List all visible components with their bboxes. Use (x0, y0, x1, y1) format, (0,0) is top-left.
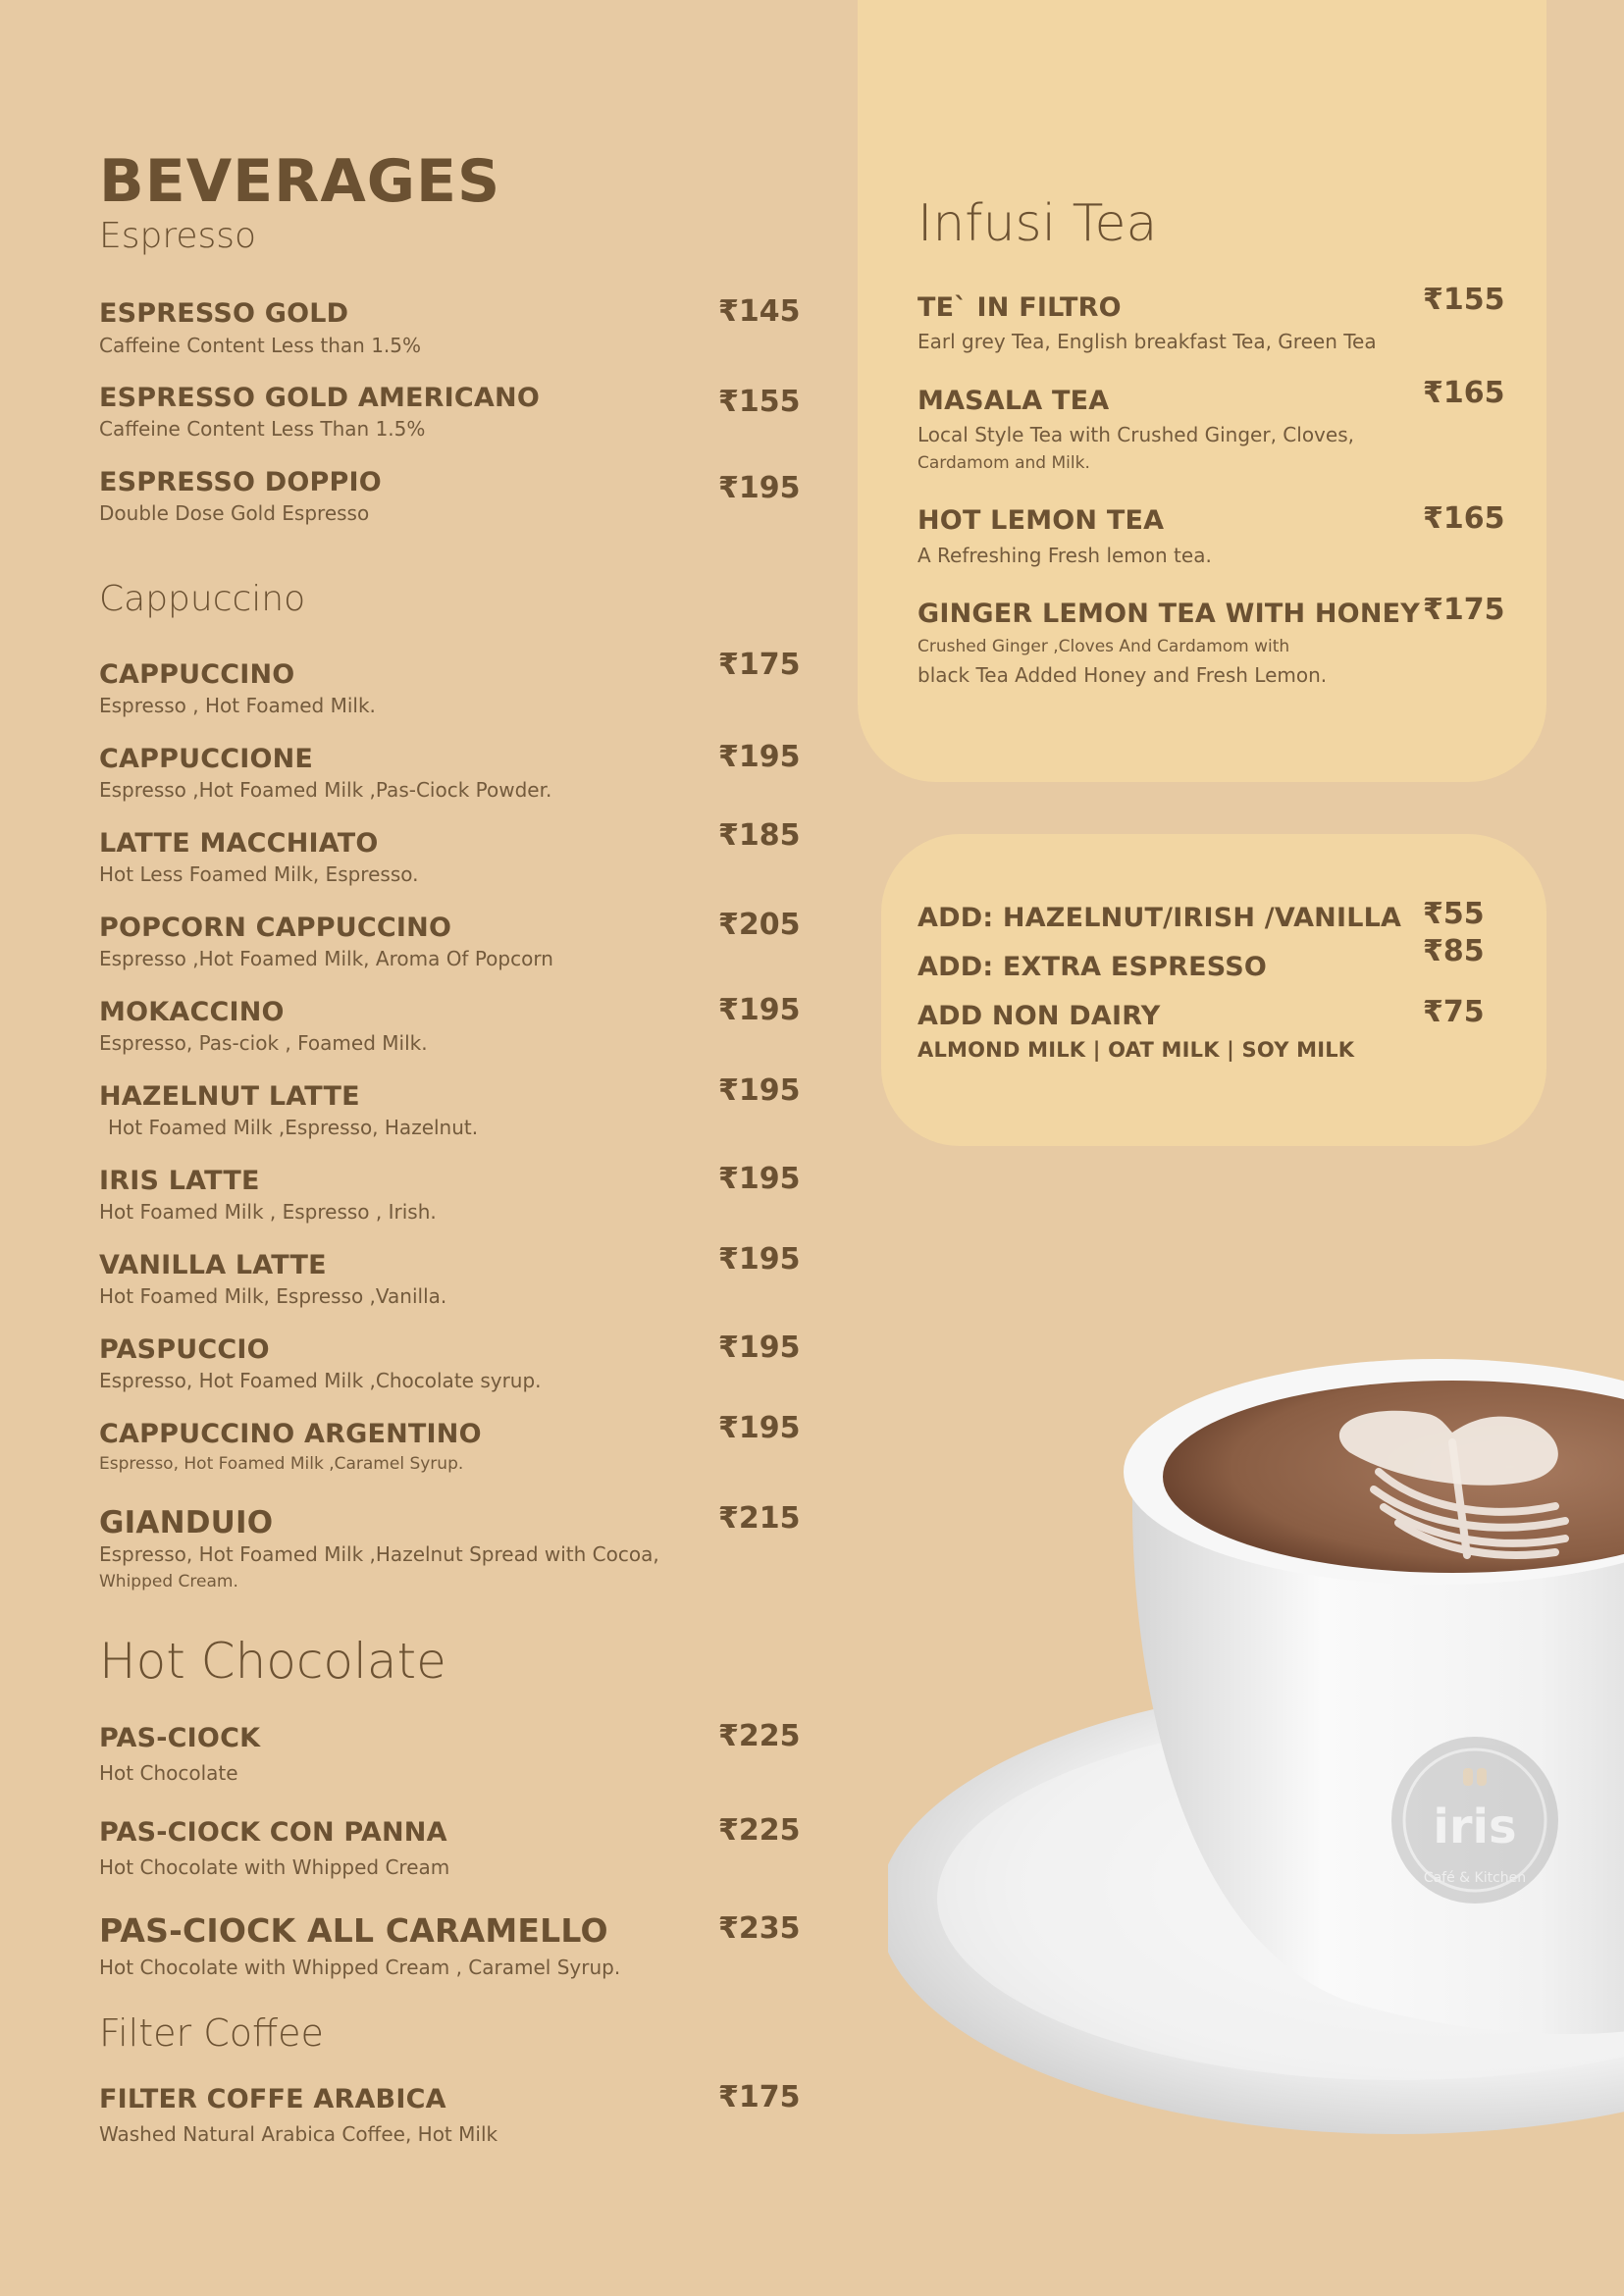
menu-item-description: Earl grey Tea, English breakfast Tea, Green Tea (917, 330, 1377, 353)
menu-item-description: Espresso , Hot Foamed Milk. (99, 694, 376, 717)
menu-item-description: Double Dose Gold Espresso (99, 501, 370, 525)
addon-note: ALMOND MILK | OAT MILK | SOY MILK (917, 1038, 1355, 1062)
menu-item-description-line2: black Tea Added Honey and Fresh Lemon. (917, 663, 1328, 687)
menu-item-price: ₹195 (718, 1162, 801, 1196)
menu-item-price: ₹145 (718, 294, 801, 329)
menu-item-price: ₹195 (718, 1331, 801, 1365)
menu-item-price: ₹165 (1423, 376, 1505, 410)
menu-item-price: ₹175 (718, 2080, 801, 2114)
addons-panel (881, 834, 1546, 1146)
menu-item-description: Espresso ,Hot Foamed Milk, Aroma Of Popcorn (99, 947, 553, 970)
menu-item-name: ESPRESSO GOLD (99, 298, 349, 329)
menu-item-price: ₹215 (718, 1501, 801, 1536)
menu-item-name: CAPPUCCINO ARGENTINO (99, 1419, 482, 1449)
section-heading-filter-coffee: Filter Coffee (99, 2011, 324, 2055)
menu-item-name: PASPUCCIO (99, 1334, 270, 1365)
menu-item-price: ₹195 (718, 1411, 801, 1445)
menu-item-price: ₹195 (718, 1242, 801, 1277)
menu-item-description: Espresso, Hot Foamed Milk ,Hazelnut Spread with Cocoa, (99, 1542, 659, 1566)
section-heading-infusi-tea: Infusi Tea (917, 194, 1158, 253)
menu-item-description: Espresso, Pas-ciok , Foamed Milk. (99, 1031, 428, 1055)
iris-logo-watermark (1391, 1737, 1558, 1904)
menu-item-name: VANILLA LATTE (99, 1250, 327, 1280)
menu-item-description: Washed Natural Arabica Coffee, Hot Milk (99, 2122, 498, 2146)
menu-item-price: ₹155 (1423, 283, 1505, 317)
addon-name: ADD: HAZELNUT/IRISH /VANILLA (917, 903, 1402, 933)
menu-item-price: ₹175 (718, 648, 801, 682)
addon-price: ₹75 (1423, 995, 1485, 1029)
menu-title: BEVERAGES (99, 147, 501, 216)
menu-item-description: Caffeine Content Less than 1.5% (99, 334, 422, 357)
svg-text:Café & Kitchen: Café & Kitchen (1423, 1870, 1527, 1886)
coffee-cup-image (888, 1334, 1624, 2198)
menu-item-description: Hot Foamed Milk , Espresso , Irish. (99, 1200, 437, 1224)
menu-item-name: MOKACCINO (99, 997, 285, 1027)
menu-item-name: ESPRESSO DOPPIO (99, 467, 382, 497)
menu-item-price: ₹195 (718, 1073, 801, 1108)
menu-item-description: Espresso, Hot Foamed Milk ,Caramel Syrup. (99, 1454, 464, 1474)
menu-item-description: Espresso ,Hot Foamed Milk ,Pas-Ciock Powder. (99, 778, 552, 802)
menu-item-price: ₹165 (1423, 501, 1505, 536)
addon-price: ₹55 (1423, 897, 1485, 931)
menu-item-name: FILTER COFFE ARABICA (99, 2084, 446, 2114)
menu-item-name: PAS-CIOCK CON PANNA (99, 1817, 447, 1848)
menu-item-description: Hot Chocolate (99, 1761, 238, 1785)
menu-item-name: MASALA TEA (917, 386, 1110, 416)
menu-item-description: Hot Chocolate with Whipped Cream , Caramel Syrup. (99, 1956, 621, 1979)
menu-item-price: ₹155 (718, 385, 801, 419)
menu-item-description: Local Style Tea with Crushed Ginger, Cloves, (917, 423, 1354, 446)
menu-item-description: Hot Foamed Milk ,Espresso, Hazelnut. (108, 1116, 479, 1139)
menu-item-description: Hot Less Foamed Milk, Espresso. (99, 862, 419, 886)
menu-item-name: PAS-CIOCK (99, 1723, 261, 1753)
menu-item-description-line2: Whipped Cream. (99, 1572, 238, 1592)
menu-item-description: Crushed Ginger ,Cloves And Cardamom with (917, 637, 1290, 656)
menu-item-name: PAS-CIOCK ALL CARAMELLO (99, 1911, 608, 1950)
menu-item-description: Hot Foamed Milk, Espresso ,Vanilla. (99, 1284, 447, 1308)
menu-item-name: HAZELNUT LATTE (99, 1081, 360, 1112)
menu-item-price: ₹225 (718, 1719, 801, 1753)
menu-item-name: POPCORN CAPPUCCINO (99, 913, 452, 943)
addon-name: ADD: EXTRA ESPRESSO (917, 952, 1268, 982)
menu-item-price: ₹205 (718, 908, 801, 942)
menu-item-name: LATTE MACCHIATO (99, 828, 379, 859)
menu-item-name: ESPRESSO GOLD AMERICANO (99, 383, 540, 413)
menu-item-name: HOT LEMON TEA (917, 505, 1165, 536)
addon-name: ADD NON DAIRY (917, 1001, 1161, 1031)
menu-item-description-line2: Cardamom and Milk. (917, 453, 1090, 473)
menu-item-description: Caffeine Content Less Than 1.5% (99, 417, 426, 441)
menu-item-price: ₹175 (1423, 593, 1505, 627)
addon-price: ₹85 (1423, 934, 1485, 968)
menu-item-description: Hot Chocolate with Whipped Cream (99, 1855, 450, 1879)
menu-item-description: Espresso, Hot Foamed Milk ,Chocolate syrup. (99, 1369, 542, 1392)
menu-item-price: ₹225 (718, 1813, 801, 1848)
menu-item-name: TE` IN FILTRO (917, 292, 1122, 323)
section-heading-espresso: Espresso (99, 216, 257, 256)
menu-item-price: ₹195 (718, 740, 801, 774)
menu-item-name: IRIS LATTE (99, 1166, 260, 1196)
menu-item-price: ₹195 (718, 471, 801, 505)
menu-item-price: ₹185 (718, 818, 801, 853)
section-heading-cappuccino: Cappuccino (99, 579, 306, 619)
menu-item-name: GIANDUIO (99, 1505, 274, 1540)
coffee-cup-illustration (888, 1334, 1624, 2198)
svg-text:iris: iris (1433, 1800, 1517, 1854)
menu-item-name: CAPPUCCIONE (99, 744, 314, 774)
section-heading-hot-chocolate: Hot Chocolate (99, 1633, 446, 1690)
menu-item-price: ₹195 (718, 993, 801, 1027)
menu-item-price: ₹235 (718, 1911, 801, 1946)
menu-item-name: GINGER LEMON TEA WITH HONEY (917, 599, 1421, 629)
menu-item-name: CAPPUCCINO (99, 659, 295, 690)
menu-item-description: A Refreshing Fresh lemon tea. (917, 544, 1212, 567)
